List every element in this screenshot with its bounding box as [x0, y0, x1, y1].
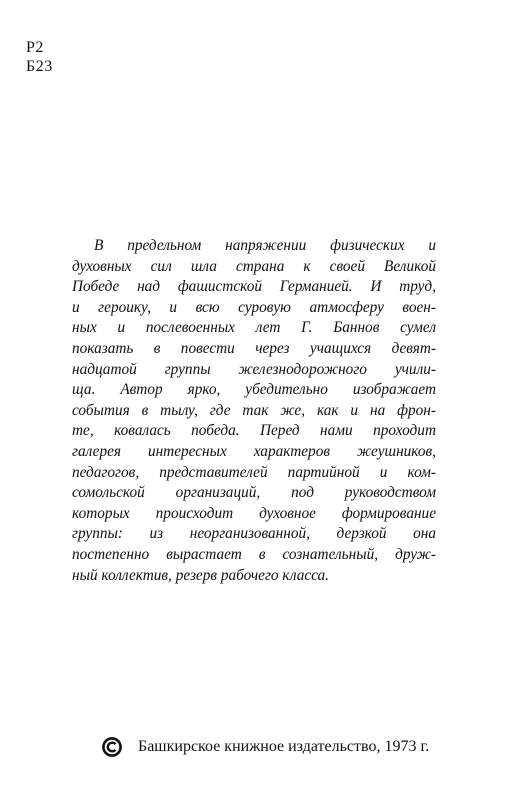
annotation-line: те, ковалась победа. Перед нами проходит — [72, 422, 436, 440]
book-annotation — [72, 236, 436, 586]
annotation-line: которых происходит духовное формирование — [72, 504, 436, 522]
annotation-line: В предельном напряжении физических и — [94, 237, 436, 254]
annotation-line: показать в повести через учащихся девят- — [72, 339, 436, 357]
annotation-line: педагогов, представителей партийной и ком- — [72, 463, 436, 481]
annotation-line: сомольской организаций, под руководством — [72, 484, 436, 502]
annotation-line: и героику, и всю суровую атмосферу воен- — [72, 298, 436, 316]
annotation-line: события в тылу, где так же, как и на фрон- — [72, 401, 436, 419]
annotation-line: надцатой группы железнодорожного учили- — [72, 360, 436, 378]
annotation-line: постепенно вырастает в сознательный, друж- — [72, 545, 436, 563]
publisher-imprint — [102, 737, 429, 757]
classification-code-author: Б23 — [26, 58, 53, 75]
annotation-line: галерея интересных характеров жеушников, — [72, 442, 436, 460]
classification-code-primary: Р2 — [26, 39, 44, 56]
annotation-line: ный коллектив, резерв рабочего класса. — [72, 566, 330, 584]
annotation-line: Победе над фашистской Германией. И труд, — [72, 278, 436, 296]
publisher-imprint-text: Башкирское книжное издательство, 1973 г. — [138, 738, 430, 755]
copyright-icon — [102, 737, 122, 757]
annotation-line: группы: из неорганизованной, дерзкой она — [72, 525, 436, 543]
classification-codes — [26, 38, 53, 76]
annotation-line: ща. Автор ярко, убедительно изображает — [72, 381, 436, 399]
annotation-line: ных и послевоенных лет Г. Баннов сумел — [72, 319, 436, 337]
annotation-line: духовных сил шла страна к своей Великой — [72, 257, 436, 275]
